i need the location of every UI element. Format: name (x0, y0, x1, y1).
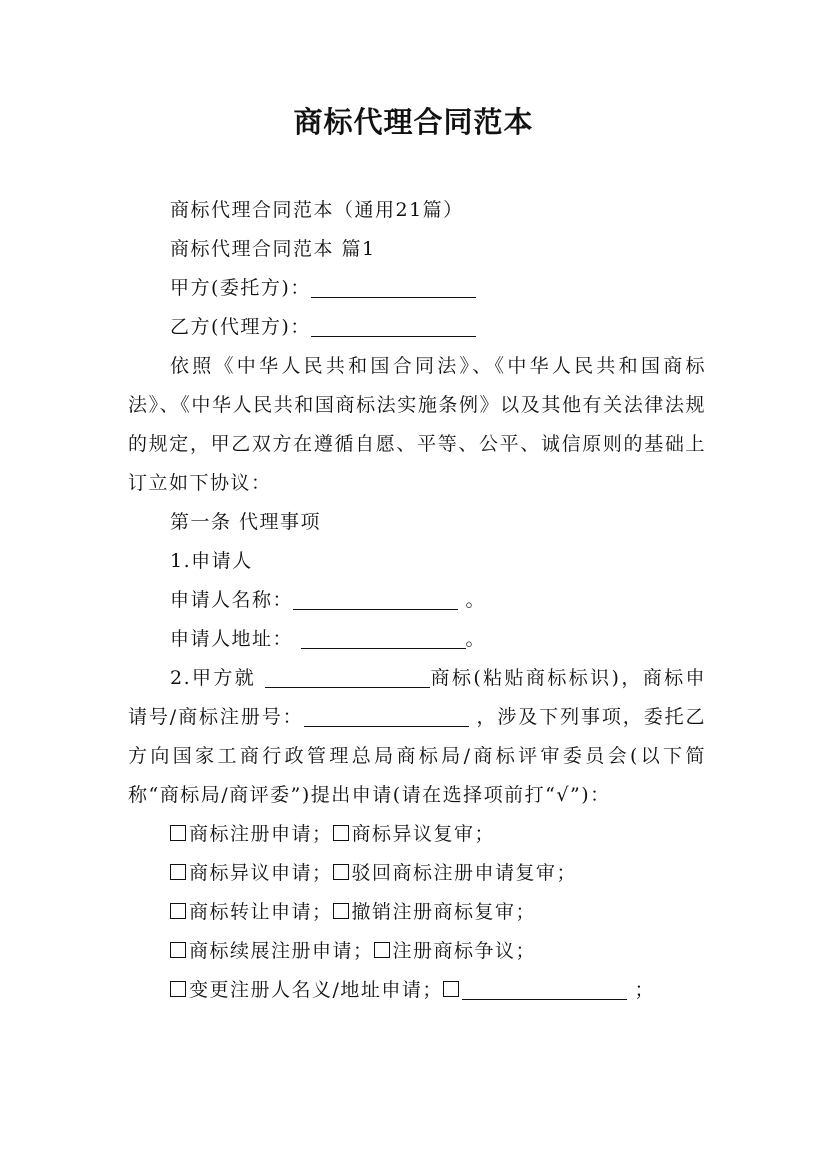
document-title: 商标代理合同范本 (293, 105, 534, 139)
document-body (128, 191, 706, 1010)
article-1-heading: 第一条 代理事项 (170, 511, 322, 533)
party-a-blank[interactable] (311, 275, 476, 298)
trademark-blank[interactable] (265, 665, 430, 688)
checkbox-label: 变更注册人名义/地址申请； (189, 979, 443, 1001)
registration-number-blank[interactable] (304, 704, 469, 727)
party-b-label: 乙方(代理方)： (170, 316, 311, 338)
checkbox[interactable] (170, 942, 186, 958)
checkbox[interactable] (333, 825, 349, 841)
party-a-line (128, 269, 706, 308)
checkbox[interactable] (333, 903, 349, 919)
checkbox-label: 商标注册申请； (189, 823, 333, 845)
applicant-address-line (128, 620, 706, 659)
applicant-name-end: 。 (458, 589, 487, 611)
checkbox[interactable] (170, 825, 186, 841)
other-item-blank[interactable] (462, 977, 627, 1000)
applicant-name-line (128, 581, 706, 620)
checkbox-label: 驳回商标注册申请复审； (351, 862, 578, 884)
checkbox[interactable] (170, 903, 186, 919)
applicant-name-label: 申请人名称： (170, 589, 294, 611)
applicant-address-blank[interactable] (301, 626, 466, 649)
party-b-line (128, 308, 706, 347)
checkbox-row (128, 854, 706, 893)
item-1-heading: 1.申请人 (170, 550, 253, 572)
item-2-end: ，涉及下列事项，委托乙方向国家工商行政管理总局商标局/商标评审委员会(以下简称“商标局/商评委”)提出申请(请在选择项前打“√”)： (128, 706, 706, 806)
checkbox-row (128, 971, 706, 1010)
last-line-end: ； (626, 979, 655, 1001)
checkbox-label: 商标异议复审； (351, 823, 496, 845)
checkbox-label: 撤销注册商标复审； (351, 901, 537, 923)
applicant-address-label: 申请人地址： (170, 628, 301, 650)
item-2-start: 2.甲方就 (170, 667, 265, 689)
checkbox-row (128, 893, 706, 932)
checkbox-row (128, 932, 706, 971)
checkbox[interactable] (170, 864, 186, 880)
item-2-middle: 商标(粘贴商标标识)，商标申请号/商标注册号： (128, 667, 707, 728)
heading-all: 商标代理合同范本（通用21篇） (170, 199, 464, 221)
item-2-paragraph (128, 659, 706, 815)
preamble-paragraph: 依照《中华人民共和国合同法》、《中华人民共和国商标法》、《中华人民共和国商标法实施条例》以及其他有关法律法规的规定，甲乙双方在遵循自愿、平等、公平、诚信原则的基础上订立如下协议： (128, 355, 706, 494)
party-a-label: 甲方(委托方)： (170, 277, 311, 299)
checkbox-label: 注册商标争议； (392, 940, 537, 962)
applicant-name-blank[interactable] (293, 587, 458, 610)
checkbox[interactable] (333, 864, 349, 880)
applicant-address-end: 。 (465, 628, 487, 650)
checkbox[interactable] (443, 981, 459, 997)
party-b-blank[interactable] (311, 314, 476, 337)
checkbox-row (128, 815, 706, 854)
checkbox-label: 商标续展注册申请； (189, 940, 374, 962)
checkbox[interactable] (170, 981, 186, 997)
heading-one: 商标代理合同范本 篇1 (170, 238, 376, 260)
checkbox-label: 商标转让申请； (189, 901, 333, 923)
checkbox-label: 商标异议申请； (189, 862, 333, 884)
checkbox[interactable] (374, 942, 390, 958)
